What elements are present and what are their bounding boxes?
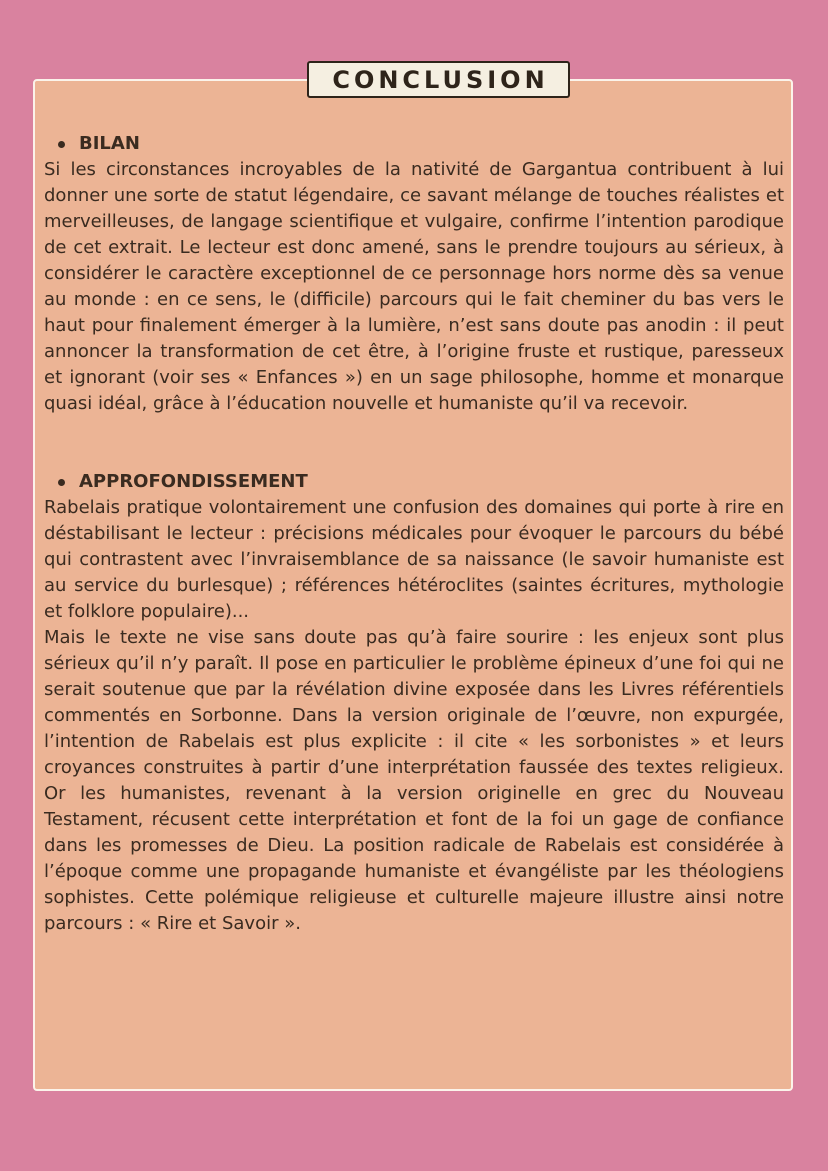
- section-heading: [44, 469, 784, 495]
- section-heading: [44, 131, 784, 157]
- section-heading-text: APPROFONDISSEMENT: [79, 471, 308, 492]
- section-heading-text: BILAN: [79, 133, 140, 154]
- title-box: [307, 61, 570, 98]
- bullet-icon: [58, 141, 65, 148]
- bullet-icon: [58, 479, 65, 486]
- paragraph: Rabelais pratique volontairement une confusion des domaines qui porte à rire en déstabilisant le lecteur : précisions médicales pour évoquer le parcours du bébé qui contrastent avec l’invraisemblance de sa naissance (le savoir humaniste est au service du burlesque) ; références hétéroclites (saintes écritures, mythologie et folklore populaire)...: [44, 497, 784, 622]
- paragraph: Si les circonstances incroyables de la nativité de Gargantua contribuent à lui donner une sorte de statut légendaire, ce savant mélange de touches réalistes et merveilleuses, de langage scientifique et vulgaire, confirme l’intention parodique de cet extrait. Le lecteur est donc amené, sans le prendre toujours au sérieux, à considérer le caractère exceptionnel de ce personnage hors norme dès sa venue au monde : en ce sens, le (difficile) parcours qui le fait cheminer du bas vers le haut pour finalement émerger à la lumière, n’est sans doute pas anodin : il peut annoncer la transformation de cet être, à l’origine fruste et rustique, paresseux et ignorant (voir ses « Enfances ») en un sage philosophe, homme et monarque quasi idéal, grâce à l’éducation nouvelle et humaniste qu’il va recevoir.: [44, 159, 784, 414]
- section-bilan: [44, 131, 784, 417]
- section-approfondissement: [44, 469, 784, 937]
- content-area: [44, 131, 784, 937]
- page-title: CONCLUSION: [332, 65, 549, 94]
- paragraph: Mais le texte ne vise sans doute pas qu’à faire sourire : les enjeux sont plus sérieux qu’il n’y paraît. Il pose en particulier le problème épineux d’une foi qui ne serait soutenue que par la révélation divine exposée dans les Livres référentiels commentés en Sorbonne. Dans la version originale de l’œuvre, non expurgée, l’intention de Rabelais est plus explicite : il cite « les sorbonistes » et leurs croyances construites à partir d’une interprétation faussée des textes religieux. Or les humanistes, revenant à la version originelle en grec du Nouveau Testament, récusent cette interprétation et font de la foi un gage de confiance dans les promesses de Dieu. La position radicale de Rabelais est considérée à l’époque comme une propagande humaniste et évangéliste par les théologiens sophistes. Cette polémique religieuse et culturelle majeure illustre ainsi notre parcours : « Rire et Savoir ».: [44, 627, 784, 934]
